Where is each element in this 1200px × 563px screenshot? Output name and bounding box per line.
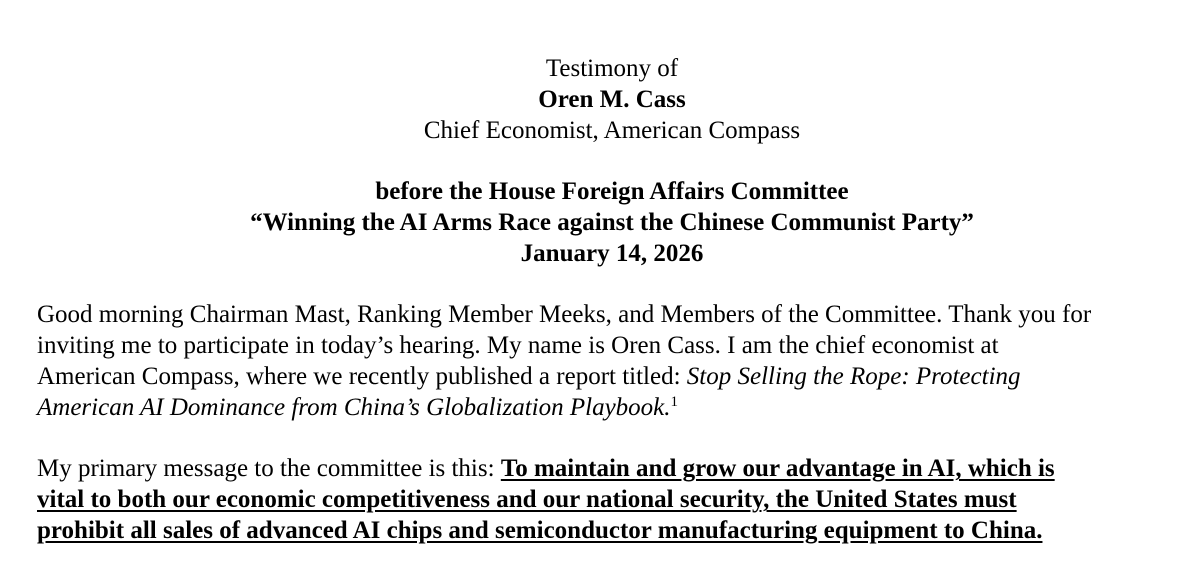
emphasized-message: prohibit all sales of advanced AI chips and semiconductor manufacturing equipment to China. bbox=[37, 517, 1043, 544]
hearing-date: January 14, 2026 bbox=[520, 240, 704, 267]
emphasized-message: To maintain and grow our advantage in AI, which is bbox=[500, 455, 1055, 482]
paragraph-line bbox=[37, 453, 1187, 484]
paragraph-line bbox=[37, 361, 1187, 392]
report-title: American AI Dominance from China’s Globalization Playbook. bbox=[37, 394, 671, 421]
hearing-info bbox=[0, 176, 1200, 269]
primary-message-paragraph bbox=[37, 453, 1187, 546]
footnote-marker: 1 bbox=[670, 394, 679, 410]
hearing-title: “Winning the AI Arms Race against the Chinese Communist Party” bbox=[250, 209, 974, 236]
paragraph-line: inviting me to participate in today’s hearing. My name is Oren Cass. I am the chief economist at bbox=[37, 332, 999, 359]
report-title: Stop Selling the Rope: Protecting bbox=[686, 363, 1021, 390]
paragraph-text: My primary message to the committee is this: bbox=[37, 455, 501, 482]
committee-line: before the House Foreign Affairs Committee bbox=[375, 178, 849, 205]
witness-role: Chief Economist, American Compass bbox=[423, 117, 801, 144]
opening-paragraph bbox=[37, 299, 1187, 423]
paragraph-line bbox=[37, 484, 1187, 515]
witness-name: Oren M. Cass bbox=[538, 86, 686, 113]
emphasized-message: vital to both our economic competitiveness and our national security, the United States must bbox=[37, 486, 1017, 513]
paragraph-line bbox=[37, 392, 1187, 423]
paragraph-line bbox=[37, 515, 1187, 546]
paragraph-line: Good morning Chairman Mast, Ranking Member Meeks, and Members of the Committee. Thank you for bbox=[37, 301, 1092, 328]
testimony-of-line: Testimony of bbox=[545, 55, 679, 82]
paragraph-text: American Compass, where we recently published a report titled: bbox=[37, 363, 687, 390]
testimony-header bbox=[0, 53, 1200, 146]
